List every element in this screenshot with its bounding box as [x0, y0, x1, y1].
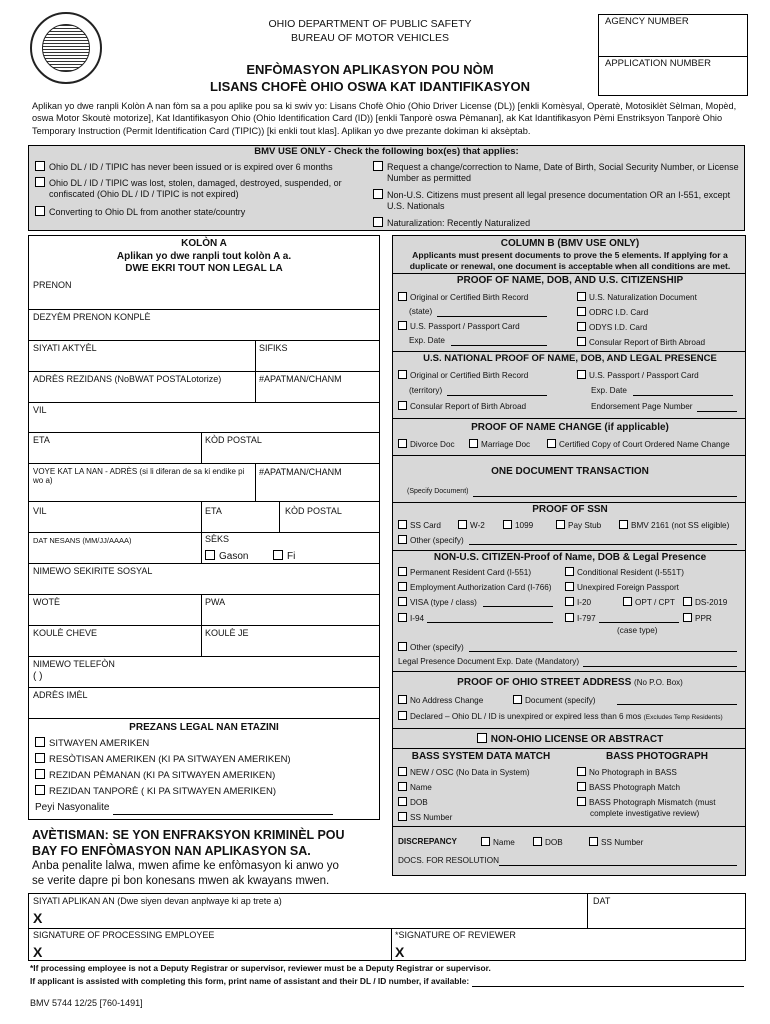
- checkbox[interactable]: [577, 370, 586, 379]
- checkbox[interactable]: [35, 161, 45, 171]
- applicant-signature-label: SIYATI APLIKAN AN (Dwe siyen devan anplwaye ki ap trete a): [33, 896, 282, 906]
- nu-i551t[interactable]: Conditional Resident (I-551T): [565, 567, 684, 577]
- checkbox[interactable]: [35, 785, 45, 795]
- usn-exp-date: Exp. Date: [591, 386, 627, 395]
- checkbox[interactable]: [398, 642, 407, 651]
- checkbox[interactable]: [565, 613, 574, 622]
- middle-name-field[interactable]: DEZYÈM PRENON KONPLÈ: [33, 312, 151, 322]
- processing-signature-field[interactable]: X: [33, 944, 43, 960]
- mailing-apartment-field[interactable]: #APATMAN/CHANM: [259, 467, 342, 477]
- form-title: ENFÒMASYON APLIKASYON POU NÒM LISANS CHOFÈ OHIO OSWA KAT IDANTIFIKASYON: [210, 62, 530, 94]
- last-name-field[interactable]: SIYATI AKTYÈL: [33, 343, 97, 353]
- pn-state: (state): [409, 307, 433, 316]
- agency-number-field[interactable]: AGENCY NUMBER: [605, 16, 689, 27]
- checkbox[interactable]: [35, 753, 45, 763]
- ssn-other[interactable]: Other (specify): [398, 535, 464, 545]
- pn-exp-date: Exp. Date: [409, 336, 445, 345]
- nu-i797[interactable]: I-797: [565, 613, 596, 623]
- nc-marriage[interactable]: Marriage Doc: [469, 439, 530, 449]
- city-field[interactable]: VIL: [33, 405, 47, 415]
- ssn-1099[interactable]: 1099: [503, 520, 533, 530]
- bmv-right-opt-3[interactable]: Naturalization: Recently Naturalized: [373, 217, 741, 229]
- column-a-title: KOLÒN A Aplikan yo dwe ranpli tout kolòn A a. DWE EKRI TOUT NON LEGAL LA: [116, 238, 292, 274]
- bm-new[interactable]: NEW / OSC (No Data in System): [398, 767, 530, 777]
- checkbox[interactable]: [577, 337, 586, 346]
- ssn-w2[interactable]: W-2: [458, 520, 485, 530]
- docs-resolution-label: DOCS. FOR RESOLUTION: [398, 856, 499, 865]
- bp-mismatch-note: complete investigative review): [590, 809, 700, 818]
- checkbox[interactable]: [35, 769, 45, 779]
- legal-presence-temporary[interactable]: REZIDAN TANPORÈ ( KI PA SITWAYEN AMERIKEN): [35, 785, 276, 798]
- nu-case-type: (case type): [617, 626, 658, 635]
- pn-odrc[interactable]: ODRC I.D. Card: [577, 307, 648, 317]
- nu-ppr[interactable]: PPR: [683, 613, 712, 623]
- form-id: BMV 5744 12/25 [760-1491]: [30, 998, 143, 1008]
- ssn-card[interactable]: SS Card: [398, 520, 441, 530]
- ssn-bmv2161[interactable]: BMV 2161 (not SS eligible): [619, 520, 729, 530]
- pn-consular[interactable]: Consular Report of Birth Abroad: [577, 337, 705, 347]
- bmv-use-only-box: [28, 145, 745, 231]
- footer-note-2: If applicant is assisted with completing this form, print name of assistant and their DL / ID number, if available:: [30, 976, 470, 986]
- checkbox[interactable]: [547, 439, 556, 448]
- checkbox[interactable]: [577, 782, 586, 791]
- checkbox[interactable]: [398, 695, 407, 704]
- checkbox[interactable]: [273, 550, 283, 560]
- street-heading: PROOF OF OHIO STREET ADDRESS (No P.O. Box): [457, 677, 683, 688]
- checkbox[interactable]: [398, 613, 407, 622]
- agency-box: [598, 14, 748, 96]
- checkbox[interactable]: [398, 812, 407, 821]
- ssn-heading: PROOF OF SSN: [532, 504, 608, 515]
- ohio-seal-logo: [30, 12, 102, 84]
- bmv-right-opt-1[interactable]: Request a change/correction to Name, Date of Birth, Social Security Number, or License Number as permitted: [373, 161, 741, 185]
- usn-consular[interactable]: Consular Report of Birth Abroad: [398, 401, 526, 411]
- usn-passport[interactable]: U.S. Passport / Passport Card: [577, 370, 699, 380]
- legal-presence-heading: PREZANS LEGAL NAN ETAZINI: [129, 722, 279, 733]
- checkbox[interactable]: [398, 401, 407, 410]
- date-field[interactable]: DAT: [593, 896, 611, 906]
- phone-field[interactable]: NIMEWO TELEFÒN: [33, 659, 115, 669]
- checkbox[interactable]: [373, 161, 383, 171]
- bass-photo-heading: BASS PHOTOGRAPH: [605, 751, 709, 762]
- checkbox[interactable]: [205, 550, 215, 560]
- nc-divorce[interactable]: Divorce Doc: [398, 439, 455, 449]
- reviewer-signature-field[interactable]: X: [395, 944, 405, 960]
- nu-ds2019[interactable]: DS-2019: [683, 597, 727, 607]
- warning-text: AVÈTISMAN: SE YON ENFRAKSYON KRIMINÈL POU BAY FO ENFÒMASYON NAN APLIKASYON SA. Anba penalite lalwa, mwen afime ke enfòmasyon ki anwo yo se verite dapre pi bon konesans mwen ak kwayans mwen.: [32, 828, 345, 887]
- signature-block: [28, 893, 746, 961]
- department-heading: OHIO DEPARTMENT OF PUBLIC SAFETY BUREAU OF MOTOR VEHICLES: [268, 18, 472, 44]
- disc-name[interactable]: Name: [481, 837, 515, 847]
- checkbox[interactable]: [398, 520, 407, 529]
- bmv-right-opt-2[interactable]: Non-U.S. Citizens must present all legal presence documentation OR an I-551, except U.S. Nationals: [373, 189, 741, 213]
- sex-label: SÈKS: [205, 534, 230, 544]
- legal-presence-national[interactable]: RESÒTISAN AMERIKEN (KI PA SITWAYEN AMERIKEN): [35, 753, 291, 766]
- bm-dob[interactable]: DOB: [398, 797, 428, 807]
- nu-other[interactable]: Other (specify): [398, 642, 464, 652]
- checkbox[interactable]: [469, 439, 478, 448]
- name-change-heading: PROOF OF NAME CHANGE (if applicable): [471, 422, 669, 433]
- ssn-field[interactable]: NIMEWO SEKIRITE SOSYAL: [33, 566, 153, 576]
- nu-foreign-passport[interactable]: Unexpired Foreign Passport: [565, 582, 679, 592]
- checkbox[interactable]: [35, 177, 45, 187]
- processing-employee-label: SIGNATURE OF PROCESSING EMPLOYEE: [33, 930, 215, 940]
- legal-presence-citizen[interactable]: SITWAYEN AMERIKEN: [35, 737, 149, 750]
- checkbox[interactable]: [373, 189, 383, 199]
- column-b-title: COLUMN B (BMV USE ONLY): [500, 238, 640, 249]
- checkbox[interactable]: [481, 837, 490, 846]
- nationality-field[interactable]: Peyi Nasyonalite: [35, 802, 110, 813]
- disc-dob[interactable]: DOB: [533, 837, 563, 847]
- checkbox[interactable]: [565, 567, 574, 576]
- state-field[interactable]: ETA: [33, 435, 50, 445]
- st-no-change[interactable]: No Address Change: [398, 695, 483, 705]
- st-declared[interactable]: Declared – Ohio DL / ID is unexpired or expired less than 6 mos (Excludes Temp Residents): [398, 711, 723, 721]
- mailing-zip-field[interactable]: KÒD POSTAL: [285, 506, 342, 516]
- checkbox[interactable]: [398, 782, 407, 791]
- checkbox[interactable]: [477, 733, 487, 743]
- suffix-field[interactable]: SIFIKS: [259, 343, 288, 353]
- checkbox[interactable]: [577, 797, 586, 806]
- nu-opt-cpt[interactable]: OPT / CPT: [623, 597, 675, 607]
- bmv-left-opt-3[interactable]: Converting to Ohio DL from another state/country: [35, 206, 375, 218]
- checkbox[interactable]: [556, 520, 565, 529]
- checkbox[interactable]: [503, 520, 512, 529]
- usn-endorsement: Endorsement Page Number: [591, 402, 693, 411]
- checkbox[interactable]: [398, 321, 407, 330]
- bp-match[interactable]: BASS Photograph Match: [577, 782, 680, 792]
- checkbox[interactable]: [398, 439, 407, 448]
- mailing-address-field[interactable]: VOYE KAT LA NAN - ADRÈS (si li diferan de sa ki endike pi wo a): [33, 467, 245, 486]
- sex-female-option[interactable]: Fi: [273, 550, 295, 563]
- checkbox[interactable]: [577, 307, 586, 316]
- email-field[interactable]: ADRÈS IMÈL: [33, 690, 88, 700]
- checkbox[interactable]: [398, 582, 407, 591]
- checkbox[interactable]: [373, 217, 383, 227]
- discrepancy-label: DISCREPANCY: [398, 837, 457, 846]
- pn-birth-record[interactable]: Original or Certified Birth Record: [398, 292, 528, 302]
- one-doc-specify: (Specify Document): [407, 488, 469, 495]
- checkbox[interactable]: [35, 206, 45, 216]
- dob-field[interactable]: DAT NESANS (MM/JJ/AAAA): [33, 536, 132, 545]
- us-national-heading: U.S. NATIONAL PROOF OF NAME, DOB, AND LEGAL PRESENCE: [423, 353, 717, 364]
- checkbox[interactable]: [565, 582, 574, 591]
- bm-name[interactable]: Name: [398, 782, 432, 792]
- application-number-field[interactable]: APPLICATION NUMBER: [599, 56, 747, 97]
- nu-i20[interactable]: I-20: [565, 597, 591, 607]
- checkbox[interactable]: [398, 535, 407, 544]
- checkbox[interactable]: [398, 767, 407, 776]
- residence-address-field[interactable]: ADRÈS REZIDANS (NoBWAT POSTALotorize): [33, 374, 222, 384]
- checkbox[interactable]: [398, 370, 407, 379]
- phone-area-code: ( ): [33, 671, 43, 682]
- eye-color-field[interactable]: KOULÈ JE: [205, 628, 249, 638]
- bp-mismatch[interactable]: BASS Photograph Mismatch (must: [577, 797, 716, 807]
- bp-no-photo[interactable]: No Photograph in BASS: [577, 767, 677, 777]
- intro-text: Aplikan yo dwe ranpli Kolòn A nan fòm sa a pou aplike pou sa ki swiv yo: Lisans Chofè Ohio (Ohio Driver License (DL)) [enkli Komèsyal, Operatè, Motosiklèt Sèlman, Mopèd, oswa Motor Skoutè motorize], Kat Idantifikasyon Ohio (Ohio Identification Card (ID)) [enkli Tanporè oswa Pèmanan], ak Kat Idantifikasyon Pèmi Enstriksyon Tanporè Ohio Temporary Instruction (Permit Identification Card (TIPIC)) [ki enkli tout klas]. Aplikan yo dwe prezante dokiman ki aksèptab.: [32, 101, 737, 136]
- checkbox[interactable]: [619, 520, 628, 529]
- mailing-state-field[interactable]: ETA: [205, 506, 222, 516]
- proof-name-heading: PROOF OF NAME, DOB, AND U.S. CITIZENSHIP: [456, 275, 684, 286]
- checkbox[interactable]: [398, 597, 407, 606]
- nu-i551[interactable]: Permanent Resident Card (I-551): [398, 567, 531, 577]
- usn-territory: (territory): [409, 386, 443, 395]
- checkbox[interactable]: [577, 292, 586, 301]
- nu-i766[interactable]: Employment Authorization Card (I-766): [398, 582, 552, 592]
- pn-naturalization[interactable]: U.S. Naturalization Document: [577, 292, 697, 302]
- checkbox[interactable]: [458, 520, 467, 529]
- nu-visa[interactable]: VISA (type / class): [398, 597, 477, 607]
- bass-match-heading: BASS SYSTEM DATA MATCH: [411, 751, 551, 762]
- column-a: [28, 235, 380, 820]
- reviewer-label: *SIGNATURE OF REVIEWER: [395, 930, 516, 940]
- checkbox[interactable]: [683, 597, 692, 606]
- nu-i94[interactable]: I-94: [398, 613, 424, 623]
- weight-field[interactable]: PWA: [205, 597, 226, 607]
- checkbox[interactable]: [565, 597, 574, 606]
- legal-presence-permanent[interactable]: REZIDAN PÈMANAN (KI PA SITWAYEN AMERIKEN): [35, 769, 275, 782]
- non-ohio-heading[interactable]: NON-OHIO LICENSE OR ABSTRACT: [393, 733, 747, 746]
- checkbox[interactable]: [398, 567, 407, 576]
- disc-ssn[interactable]: SS Number: [589, 837, 643, 847]
- one-doc-heading: ONE DOCUMENT TRANSACTION: [491, 466, 649, 477]
- checkbox[interactable]: [623, 597, 632, 606]
- applicant-signature-field[interactable]: X: [33, 910, 43, 926]
- bm-ssn[interactable]: SS Number: [398, 812, 452, 822]
- usn-birth-record[interactable]: Original or Certified Birth Record: [398, 370, 528, 380]
- checkbox[interactable]: [398, 797, 407, 806]
- nc-court-order[interactable]: Certified Copy of Court Ordered Name Change: [547, 439, 730, 449]
- bmv-use-header: BMV USE ONLY - Check the following box(es) that applies:: [254, 146, 519, 157]
- pn-passport[interactable]: U.S. Passport / Passport Card: [398, 321, 520, 331]
- hair-color-field[interactable]: KOULÈ CHEVE: [33, 628, 98, 638]
- ssn-pay-stub[interactable]: Pay Stub: [556, 520, 601, 530]
- checkbox[interactable]: [398, 292, 407, 301]
- apartment-field[interactable]: #APATMAN/CHANM: [259, 374, 342, 384]
- checkbox[interactable]: [577, 322, 586, 331]
- first-name-field[interactable]: PRENON: [33, 280, 72, 290]
- checkbox[interactable]: [577, 767, 586, 776]
- checkbox[interactable]: [398, 711, 407, 720]
- zip-field[interactable]: KÒD POSTAL: [205, 435, 262, 445]
- height-field[interactable]: WOTÈ: [33, 597, 60, 607]
- checkbox[interactable]: [513, 695, 522, 704]
- checkbox[interactable]: [683, 613, 692, 622]
- checkbox[interactable]: [589, 837, 598, 846]
- sex-male-option[interactable]: Gason: [205, 550, 248, 563]
- bmv-left-opt-1[interactable]: Ohio DL / ID / TIPIC has never been issued or is expired over 6 months: [35, 161, 375, 173]
- bmv-left-opt-2[interactable]: Ohio DL / ID / TIPIC was lost, stolen, damaged, destroyed, suspended, or confiscated (Ohio DL / ID / TIPIC is not expired): [35, 177, 370, 201]
- checkbox[interactable]: [533, 837, 542, 846]
- non-us-heading: NON-U.S. CITIZEN-Proof of Name, DOB & Legal Presence: [433, 552, 707, 563]
- checkbox[interactable]: [35, 737, 45, 747]
- pn-odys[interactable]: ODYS I.D. Card: [577, 322, 647, 332]
- nu-exp-date: Legal Presence Document Exp. Date (Mandatory): [398, 657, 580, 666]
- column-b: COLUMN B (BMV USE ONLY) Applicants must present documents to prove the 5 elements. If applying for a duplicate or renewal, one document is acceptable when all conditions are met. PROOF OF NAME, DOB, AND U.S. CITIZENSHIP Original or Certified Birth Record (state) U.S. Passport / Passport Card Exp. Date U.S. Naturalization Document ODRC I.D. Card ODYS I.D. Card Consular Report of Birth Abroad U.S. NATIONAL PROOF OF NAME, DOB, AND LEGAL PRESENCE Original or Certified Birth Record (territory) Consular Report of Birth Abroad U.S. Passport / Passport Card Exp. Date Endorsement Page Number PROOF OF NAME CHANGE (if applicable) Divorce Doc Marriage Doc Certified Copy of Court Ordered Name Change ONE DOCUMENT TRANSACTION (Specify Document) PROOF OF SSN SS Card W-2 1099 Pay Stub BMV 2161 (not SS eligible) Other (specify) NON-U.S. CITIZEN-Proof of Name, DOB & Legal Presence Permanent Resident Card (I-551) Employment Authorization Card (I-766) VISA (type / class) I-94 Conditional Resident (I-551T) Unexpired Foreign Passport I-20 OPT / CPT DS-2019 I-797 PPR (case type) Other (specify) Legal Presence Document Exp. Date (Mandatory) PROOF OF OHIO STREET ADDRESS (No P.O. Box) No Address Change Document (specify) Declared – Ohio DL / ID is unexpired or expired less than 6 mos (Excludes Temp Residents) NON-OHIO LICENSE OR ABSTRACT BASS SYSTEM DATA MATCH BASS PHOTOGRAPH NEW / OSC (No Data in System) Name DOB SS Number No Photograph in BASS BASS Photograph Match BASS Photograph Mismatch (must complete investigative review) DISCREPANCY Name DOB SS Number DOCS. FOR RESOLUTION: [392, 235, 746, 876]
- st-document[interactable]: Document (specify): [513, 695, 596, 705]
- mailing-city-field[interactable]: VIL: [33, 506, 47, 516]
- footer-note-1: *If processing employee is not a Deputy Registrar or supervisor, reviewer must be a Deputy Registrar or supervisor.: [30, 963, 491, 973]
